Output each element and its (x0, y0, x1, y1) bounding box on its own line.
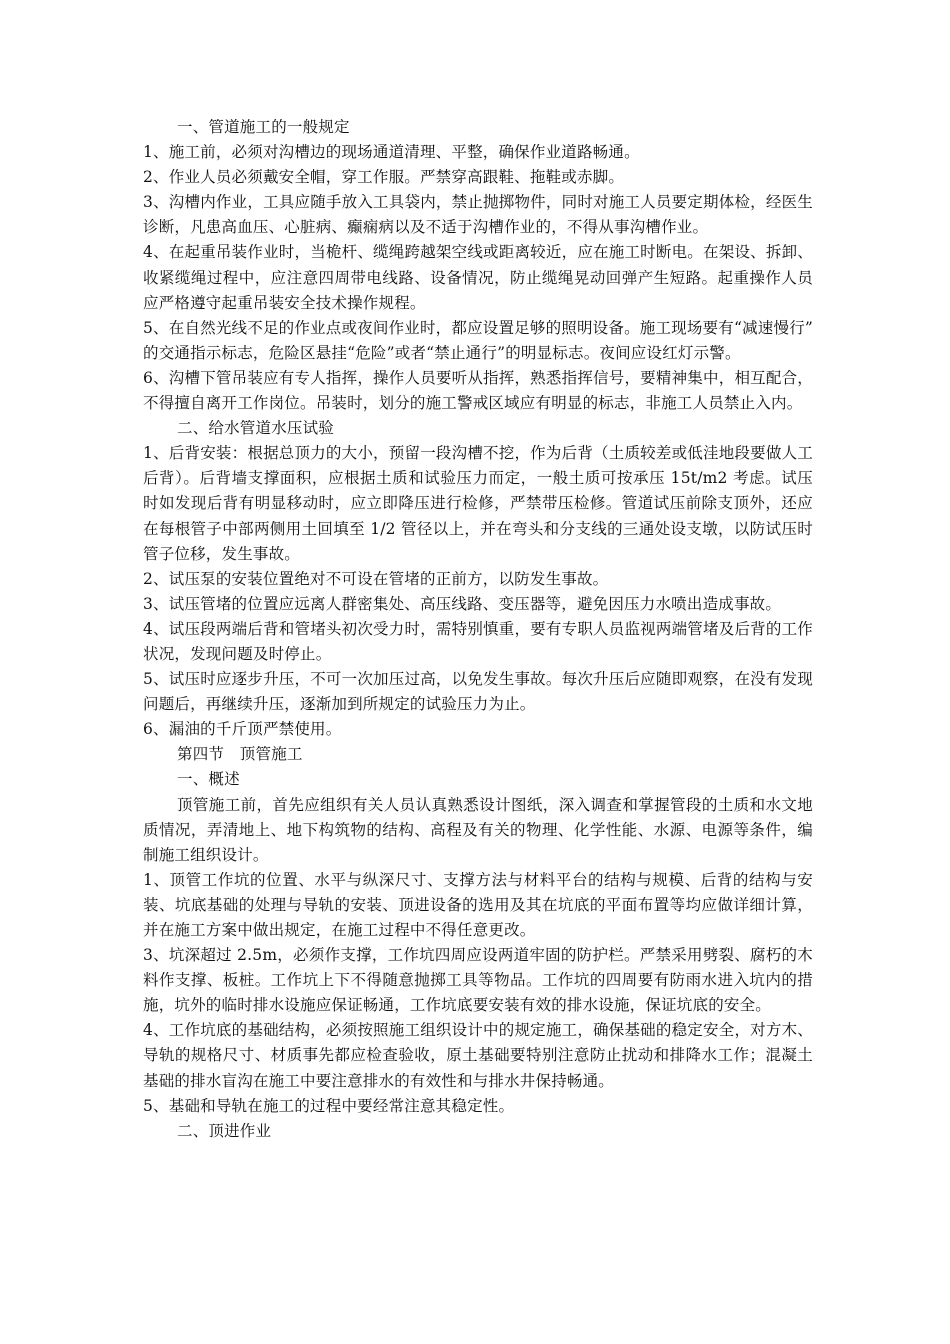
paragraph-item: 2、试压泵的安装位置绝对不可设在管堵的正前方，以防发生事故。 (143, 569, 609, 588)
paragraph-item: 6、漏油的千斤顶严禁使用。 (143, 720, 342, 739)
section-heading-overview: 一、概述 (177, 770, 240, 789)
paragraph-item: 5、试压时应逐步升压，不可一次加压过高，以免发生事故。每次升压后应随即观察，在没有发现问题后，再继续升压，逐渐加到所规定的试验压力为止。 (143, 670, 813, 714)
section-heading-jacking-operation: 二、顶进作业 (177, 1121, 272, 1140)
section-heading-pipe-general-rules: 一、管道施工的一般规定 (177, 118, 350, 136)
section-heading-water-pressure-test: 二、给水管道水压试验 (177, 419, 335, 438)
paragraph-item: 1、顶管工作坑的位置、水平与纵深尺寸、支撑方法与材料平台的结构与规模、后背的结构与安装、坑底基础的处理与导轨的安装、顶进设备的选用及其在坑底的平面布置等均应做详细计算，并在施工方案中做出规定，在施工过程中不得任意更改。 (143, 870, 813, 939)
section-heading-pipe-jacking: 第四节 顶管施工 (177, 745, 303, 764)
paragraph-item: 1、施工前，必须对沟槽边的现场通道清理、平整，确保作业道路畅通。 (143, 143, 640, 162)
paragraph-intro: 顶管施工前，首先应组织有关人员认真熟悉设计图纸，深入调查和掌握管段的土质和水文地质情况，弄清地上、地下构筑物的结构、高程及有关的物理、化学性能、水源、电源等条件，编制施工组织设计。 (143, 795, 813, 864)
paragraph-item: 4、在起重吊装作业时，当桅杆、缆绳跨越架空线或距离较近，应在施工时断电。在架设、拆卸、收紧缆绳过程中，应注意四周带电线路、设备情况，防止缆绳晃动回弹产生短路。起重操作人员应严格遵守起重吊装安全技术操作规程。 (143, 243, 813, 312)
paragraph-item: 6、沟槽下管吊装应有专人指挥，操作人员要听从指挥，熟悉指挥信号，要精神集中，相互配合，不得擅自离开工作岗位。吊装时，划分的施工警戒区域应有明显的标志，非施工人员禁止入内。 (143, 368, 813, 413)
paragraph-item: 1、后背安装：根据总顶力的大小，预留一段沟槽不挖，作为后背（土质较差或低洼地段要做人工后背）。后背墙支撑面积，应根据土质和试验压力而定，一般土质可按承压 15t/m2 考虑。试压时如发现后背有明显移动时，应立即降压进行检修，严禁带压检修。管道试压前除支顶外，还应在每根管子中部两侧用土回填至 1/2 管径以上，并在弯头和分支线的三通处设支墩，以防试压时管子位移，发生事故。 (143, 444, 813, 563)
paragraph-item: 5、基础和导轨在施工的过程中要经常注意其稳定性。 (143, 1096, 515, 1115)
paragraph-item: 3、坑深超过 2.5m，必须作支撑，工作坑四周应设两道牢固的防护栏。严禁采用劈裂、腐朽的木料作支撑、板桩。工作坑上下不得随意抛掷工具等物品。工作坑的四周要有防雨水进入坑内的措施，坑外的临时排水设施应保证畅通，工作坑底要安装有效的排水设施，保证坑底的安全。 (143, 946, 813, 1015)
paragraph-item: 5、在自然光线不足的作业点或夜间作业时，都应设置足够的照明设备。施工现场要有“减速慢行” 的交通指示标志，危险区悬挂“危险”或者“禁止通行”的明显标志。夜间应设红灯示警。 (143, 318, 829, 362)
paragraph-item: 4、试压段两端后背和管堵头初次受力时，需特别慎重，要有专职人员监视两端管堵及后背的工作状况，发现问题及时停止。 (143, 619, 813, 663)
paragraph-item: 3、试压管堵的位置应远离人群密集处、高压线路、变压器等，避免因压力水喷出造成事故。 (143, 594, 782, 613)
paragraph-item: 4、工作坑底的基础结构，必须按照施工组织设计中的规定施工，确保基础的稳定安全，对方木、导轨的规格尺寸、材质事先都应检查验收，原土基础要特别注意防止扰动和排降水工作；混凝土基础的排水盲沟在施工中要注意排水的有效性和与排水井保持畅通。 (143, 1021, 813, 1090)
paragraph-item: 2、作业人员必须戴安全帽，穿工作服。严禁穿高跟鞋、拖鞋或赤脚。 (143, 168, 625, 187)
document-body (143, 115, 829, 1144)
paragraph-item: 3、沟槽内作业，工具应随手放入工具袋内，禁止抛掷物件，同时对施工人员要定期体检，经医生诊断，凡患高血压、心脏病、癫痫病以及不适于沟槽作业的，不得从事沟槽作业。 (143, 193, 813, 237)
